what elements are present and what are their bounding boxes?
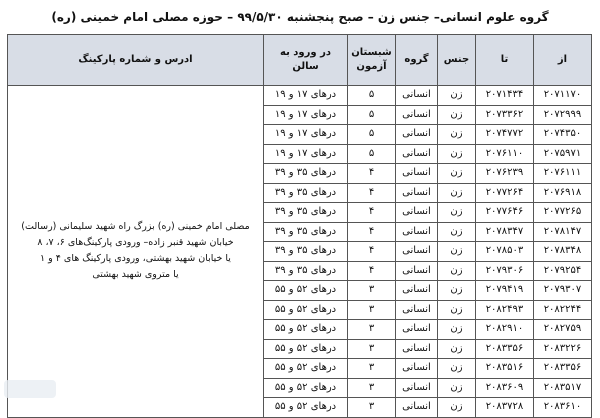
cell-shabestan: ۳ xyxy=(348,398,396,418)
table-row xyxy=(8,86,592,106)
cell-vorud: درهای ۱۷ و ۱۹ xyxy=(264,125,348,145)
header-ta: تا xyxy=(476,35,534,86)
cell-shabestan: ۵ xyxy=(348,144,396,164)
cell-jens: زن xyxy=(438,203,476,223)
cell-ta: ۲۰۸۲۴۹۳ xyxy=(476,300,534,320)
cell-shabestan: ۴ xyxy=(348,242,396,262)
cell-jens: زن xyxy=(438,242,476,262)
cell-az: ۲۰۷۴۳۵۰ xyxy=(534,125,592,145)
cell-shabestan: ۳ xyxy=(348,359,396,379)
header-goroh: گروه xyxy=(396,35,438,86)
cell-vorud: درهای ۳۵ و ۳۹ xyxy=(264,183,348,203)
header-address: ادرس و شماره پارکینگ xyxy=(8,35,264,86)
cell-vorud: درهای ۵۲ و ۵۵ xyxy=(264,359,348,379)
cell-shabestan: ۴ xyxy=(348,222,396,242)
address-line: یا متروی شهید بهشتی xyxy=(92,269,179,281)
cell-jens: زن xyxy=(438,144,476,164)
address-cell xyxy=(8,86,264,418)
cell-shabestan: ۵ xyxy=(348,86,396,106)
cell-vorud: درهای ۳۵ و ۳۹ xyxy=(264,222,348,242)
cell-ta: ۲۰۷۴۷۷۲ xyxy=(476,125,534,145)
cell-jens: زن xyxy=(438,125,476,145)
cell-az: ۲۰۸۲۲۴۴ xyxy=(534,300,592,320)
cell-vorud: درهای ۱۷ و ۱۹ xyxy=(264,105,348,125)
cell-goroh: انسانی xyxy=(396,144,438,164)
cell-shabestan: ۳ xyxy=(348,339,396,359)
cell-az: ۲۰۸۲۷۵۹ xyxy=(534,320,592,340)
cell-jens: زن xyxy=(438,105,476,125)
cell-goroh: انسانی xyxy=(396,203,438,223)
cell-jens: زن xyxy=(438,183,476,203)
cell-shabestan: ۴ xyxy=(348,183,396,203)
cell-vorud: درهای ۳۵ و ۳۹ xyxy=(264,242,348,262)
cell-jens: زن xyxy=(438,339,476,359)
cell-jens: زن xyxy=(438,281,476,301)
cell-ta: ۲۰۷۸۵۰۳ xyxy=(476,242,534,262)
cell-goroh: انسانی xyxy=(396,281,438,301)
cell-vorud: درهای ۵۲ و ۵۵ xyxy=(264,398,348,418)
cell-ta: ۲۰۷۹۴۱۹ xyxy=(476,281,534,301)
cell-az: ۲۰۷۶۱۱۱ xyxy=(534,164,592,184)
cell-az: ۲۰۸۳۲۲۶ xyxy=(534,339,592,359)
header-vorud: در ورود به سالن xyxy=(264,35,348,86)
cell-goroh: انسانی xyxy=(396,398,438,418)
cell-az: ۲۰۷۸۱۴۷ xyxy=(534,222,592,242)
header-az: از xyxy=(534,35,592,86)
cell-az: ۲۰۷۹۲۵۴ xyxy=(534,261,592,281)
cell-az: ۲۰۷۱۱۷۰ xyxy=(534,86,592,106)
table-body xyxy=(8,86,592,418)
cell-shabestan: ۴ xyxy=(348,203,396,223)
cell-shabestan: ۳ xyxy=(348,378,396,398)
cell-ta: ۲۰۷۷۶۴۶ xyxy=(476,203,534,223)
cell-ta: ۲۰۸۳۶۰۹ xyxy=(476,378,534,398)
cell-jens: زن xyxy=(438,222,476,242)
cell-jens: زن xyxy=(438,261,476,281)
cell-shabestan: ۵ xyxy=(348,125,396,145)
cell-ta: ۲۰۷۹۳۰۶ xyxy=(476,261,534,281)
cell-goroh: انسانی xyxy=(396,242,438,262)
cell-shabestan: ۳ xyxy=(348,300,396,320)
cell-vorud: درهای ۵۲ و ۵۵ xyxy=(264,339,348,359)
address-line: مصلی امام خمینی (ره) بزرگ راه شهید سلیمانی (رسالت) xyxy=(21,221,250,233)
cell-shabestan: ۳ xyxy=(348,320,396,340)
cell-az: ۲۰۷۸۳۴۸ xyxy=(534,242,592,262)
cell-az: ۲۰۷۶۹۱۸ xyxy=(534,183,592,203)
cell-vorud: درهای ۱۷ و ۱۹ xyxy=(264,144,348,164)
address-line: یا خیابان شهید بهشتی، ورودی پارکینگ های ۴ و ۱ xyxy=(40,253,231,265)
cell-ta: ۲۰۷۷۲۶۴ xyxy=(476,183,534,203)
cell-shabestan: ۵ xyxy=(348,105,396,125)
cell-jens: زن xyxy=(438,398,476,418)
cell-goroh: انسانی xyxy=(396,105,438,125)
header-jens: جنس xyxy=(438,35,476,86)
header-shabestan: شبستان آزمون xyxy=(348,35,396,86)
header-row xyxy=(8,35,592,86)
cell-vorud: درهای ۵۲ و ۵۵ xyxy=(264,320,348,340)
cell-ta: ۲۰۷۱۴۳۴ xyxy=(476,86,534,106)
cell-vorud: درهای ۵۲ و ۵۵ xyxy=(264,300,348,320)
cell-goroh: انسانی xyxy=(396,222,438,242)
cell-jens: زن xyxy=(438,164,476,184)
cell-jens: زن xyxy=(438,378,476,398)
cell-jens: زن xyxy=(438,359,476,379)
page-title: گروه علوم انسانی– جنس زن – صبح پنجشنبه ۹۹/۵/۳۰ – حوزه مصلی امام خمینی (ره) xyxy=(51,10,549,24)
cell-ta: ۲۰۸۲۹۱۰ xyxy=(476,320,534,340)
cell-goroh: انسانی xyxy=(396,183,438,203)
cell-ta: ۲۰۷۶۲۳۹ xyxy=(476,164,534,184)
cell-vorud: درهای ۳۵ و ۳۹ xyxy=(264,261,348,281)
cell-goroh: انسانی xyxy=(396,86,438,106)
cell-ta: ۲۰۸۳۷۲۸ xyxy=(476,398,534,418)
cell-ta: ۲۰۷۶۱۱۰ xyxy=(476,144,534,164)
cell-vorud: درهای ۳۵ و ۳۹ xyxy=(264,203,348,223)
cell-ta: ۲۰۷۸۳۴۷ xyxy=(476,222,534,242)
cell-goroh: انسانی xyxy=(396,261,438,281)
cell-jens: زن xyxy=(438,320,476,340)
cell-ta: ۲۰۷۳۳۶۲ xyxy=(476,105,534,125)
cell-vorud: درهای ۵۲ و ۵۵ xyxy=(264,281,348,301)
cell-shabestan: ۴ xyxy=(348,164,396,184)
cell-shabestan: ۴ xyxy=(348,261,396,281)
cell-goroh: انسانی xyxy=(396,125,438,145)
cell-az: ۲۰۸۳۶۱۰ xyxy=(534,398,592,418)
cell-ta: ۲۰۸۳۵۱۶ xyxy=(476,359,534,379)
cell-az: ۲۰۷۵۹۷۱ xyxy=(534,144,592,164)
cell-az: ۲۰۷۷۲۶۵ xyxy=(534,203,592,223)
cell-goroh: انسانی xyxy=(396,300,438,320)
cell-jens: زن xyxy=(438,300,476,320)
cell-vorud: درهای ۵۲ و ۵۵ xyxy=(264,378,348,398)
address-line: خیابان شهید قنبر زاده– ورودی پارکینگ‌های ۶، ۷، ۸ xyxy=(37,237,234,249)
cell-az: ۲۰۸۳۳۵۶ xyxy=(534,359,592,379)
cell-goroh: انسانی xyxy=(396,359,438,379)
cell-az: ۲۰۷۹۳۰۷ xyxy=(534,281,592,301)
cell-vorud: درهای ۳۵ و ۳۹ xyxy=(264,164,348,184)
watermark-logo xyxy=(4,380,56,398)
cell-jens: زن xyxy=(438,86,476,106)
cell-vorud: درهای ۱۷ و ۱۹ xyxy=(264,86,348,106)
cell-goroh: انسانی xyxy=(396,378,438,398)
cell-goroh: انسانی xyxy=(396,164,438,184)
cell-goroh: انسانی xyxy=(396,339,438,359)
cell-goroh: انسانی xyxy=(396,320,438,340)
cell-ta: ۲۰۸۳۳۵۶ xyxy=(476,339,534,359)
cell-az: ۲۰۷۲۹۹۹ xyxy=(534,105,592,125)
table-header xyxy=(8,35,592,86)
cell-shabestan: ۳ xyxy=(348,281,396,301)
cell-az: ۲۰۸۳۵۱۷ xyxy=(534,378,592,398)
exam-schedule-table xyxy=(7,34,592,418)
